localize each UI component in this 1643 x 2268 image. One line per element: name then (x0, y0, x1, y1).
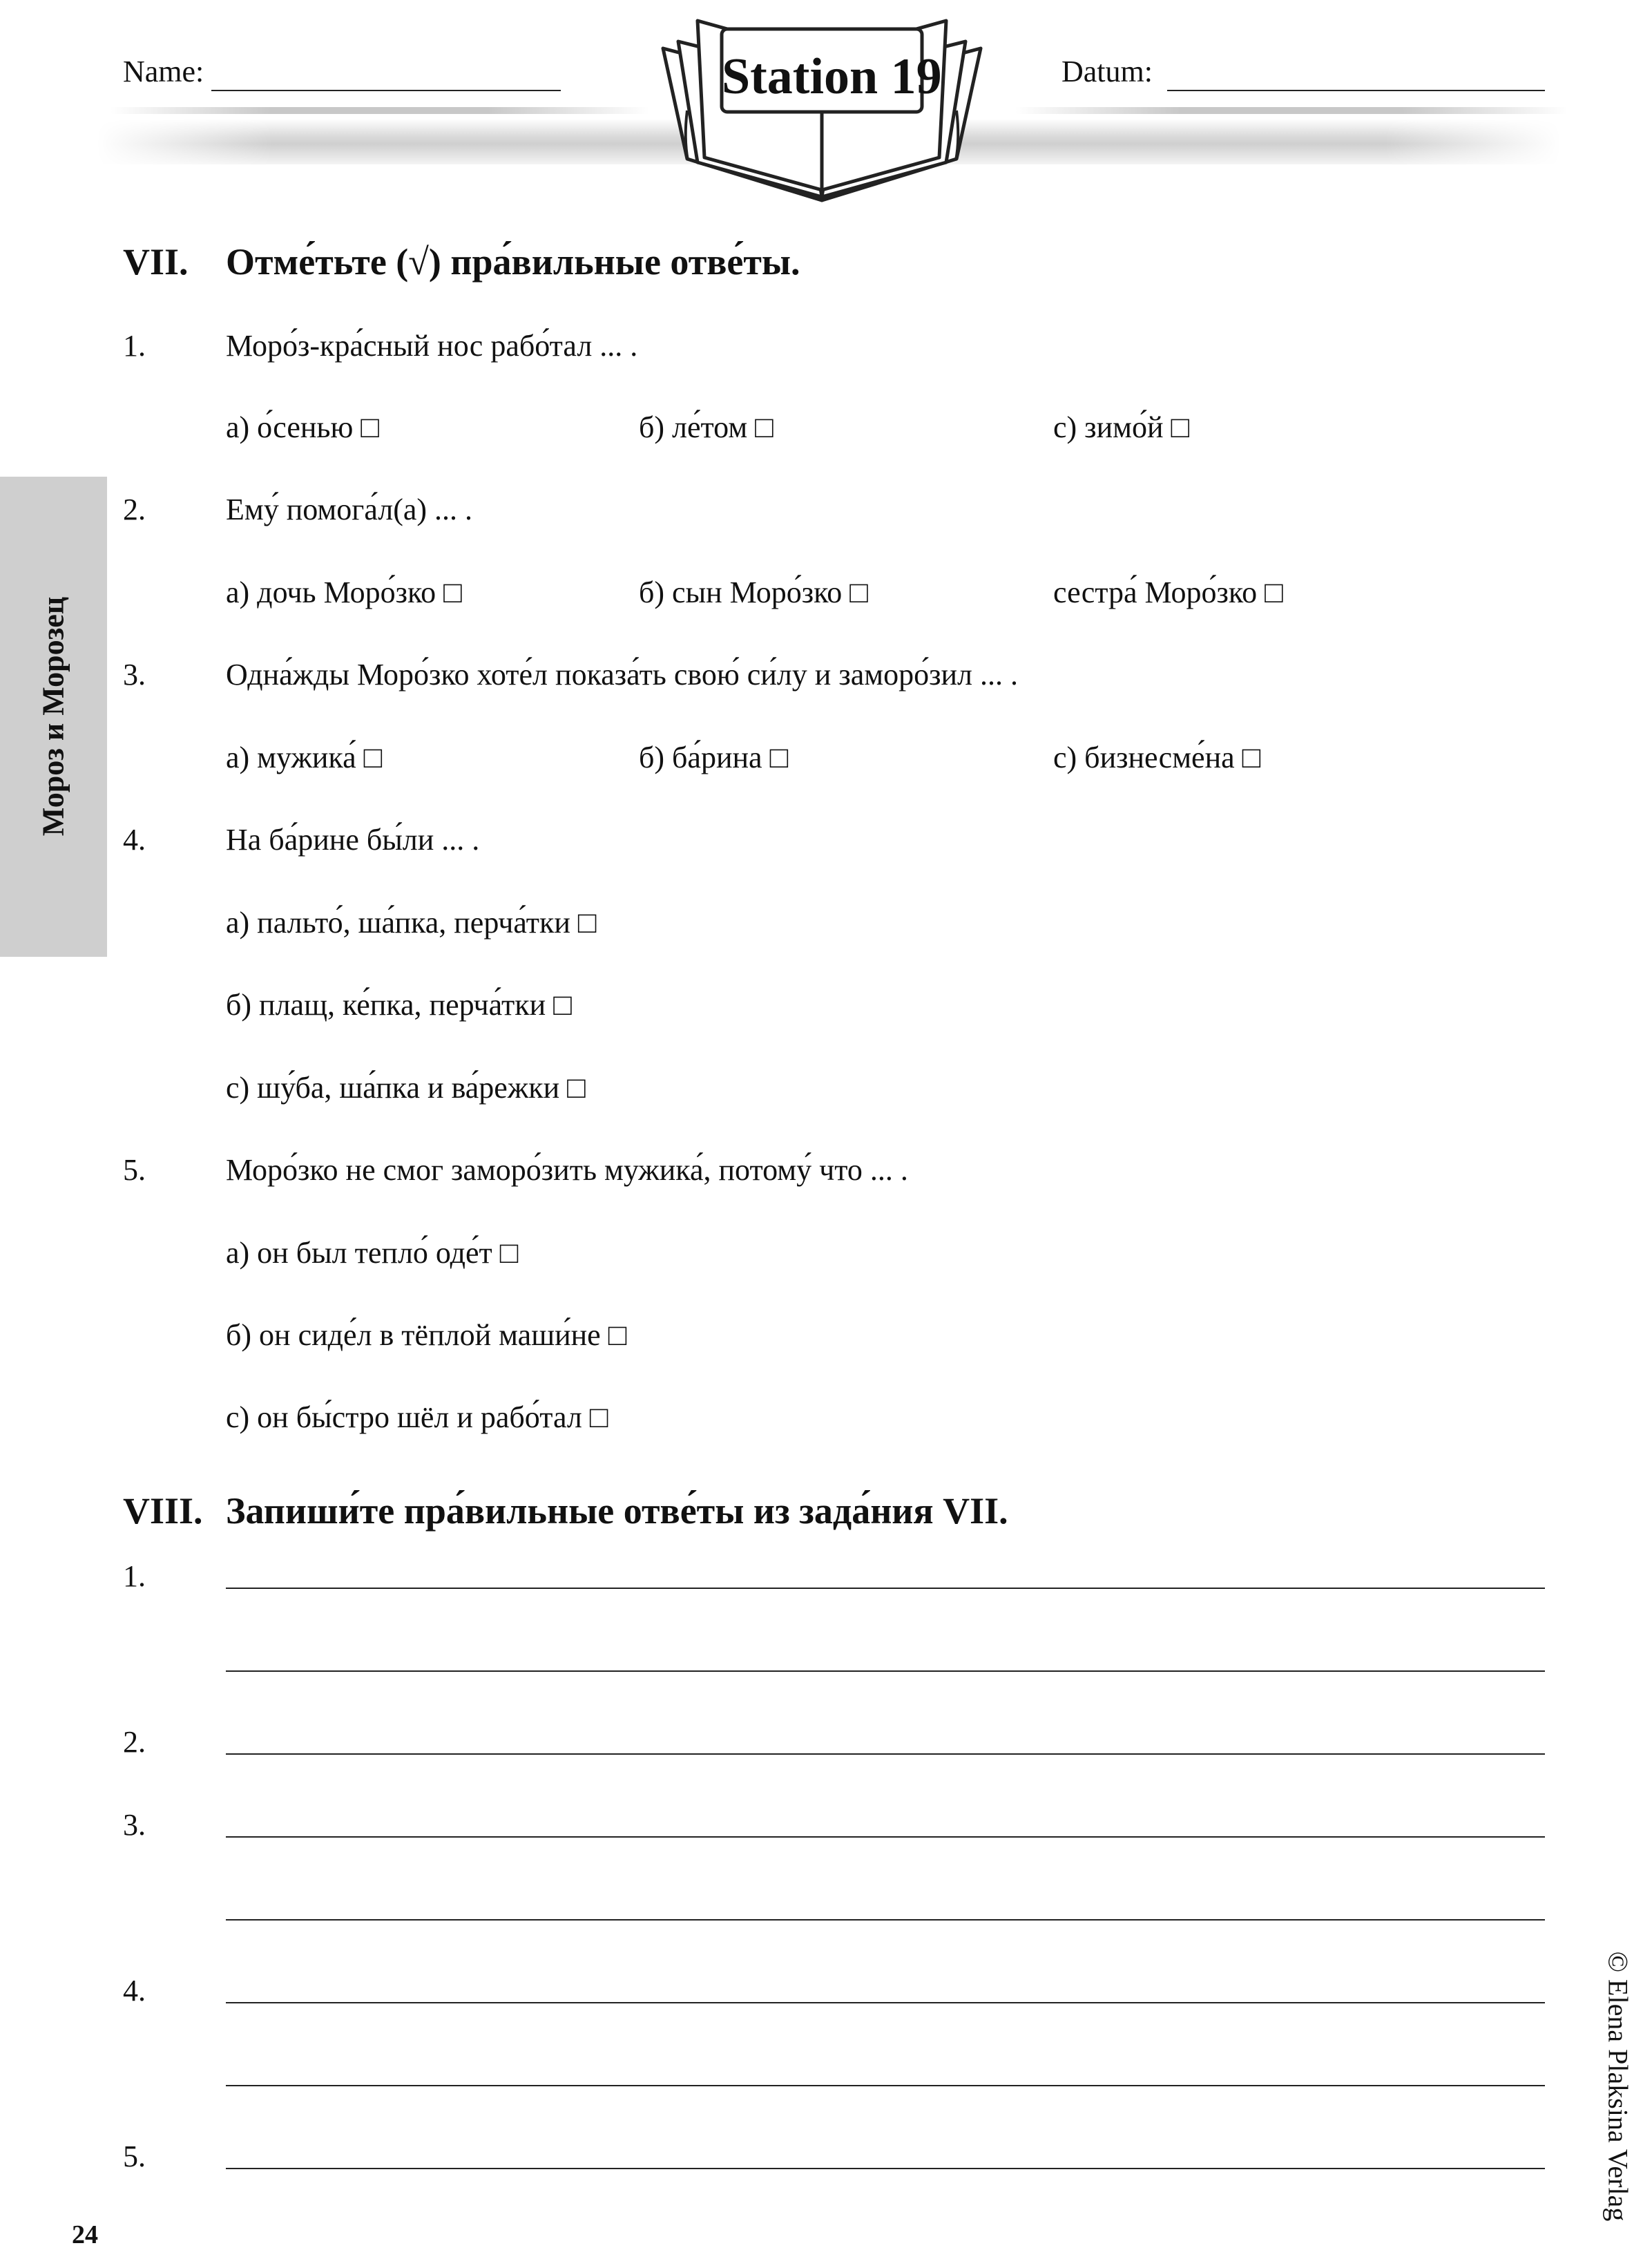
question-text: Моро́зко не смог заморо́зить мужика́, потому́ что ... . (226, 1153, 908, 1187)
answer-line[interactable] (226, 1670, 1545, 1672)
question-number: 5. (123, 1153, 146, 1187)
answer-option[interactable]: б) ба́рина □ (639, 741, 789, 774)
section-7-number: VII. (123, 241, 189, 283)
question-number: 4. (123, 823, 146, 857)
date-field[interactable] (1167, 90, 1545, 91)
section-8-number: VIII. (123, 1490, 203, 1532)
answer-option[interactable]: с) он бы́стро шёл и рабо́тал □ (226, 1400, 608, 1434)
name-label: Name: (123, 55, 204, 88)
answer-option[interactable]: б) ле́том □ (639, 410, 774, 444)
station-title: Station 19 (722, 48, 942, 105)
question-text: Моро́з-кра́сный нос рабо́тал ... . (226, 329, 638, 363)
question-number: 3. (123, 658, 146, 692)
answer-line[interactable] (226, 1919, 1545, 1921)
question-text: На ба́рине бы́ли ... . (226, 823, 480, 857)
answer-option[interactable]: а) дочь Моро́зко □ (226, 575, 462, 609)
answer-option[interactable]: б) он сиде́л в тёплой маши́не □ (226, 1318, 627, 1352)
header-rule-right (1015, 107, 1568, 114)
answer-option[interactable]: сестра́ Моро́зко □ (1053, 575, 1283, 609)
answer-option[interactable]: б) сын Моро́зко □ (639, 575, 868, 609)
answer-line[interactable] (226, 2085, 1545, 2086)
question-text: Одна́жды Моро́зко хоте́л показа́ть свою́ си́лу и заморо́зил ... . (226, 658, 1018, 692)
answer-number: 4. (123, 1974, 146, 2008)
answer-option[interactable]: а) о́сенью □ (226, 410, 379, 444)
page-number: 24 (72, 2220, 98, 2249)
answer-option[interactable]: с) бизнесме́на □ (1053, 741, 1261, 774)
answer-option[interactable]: а) он был тепло́ оде́т □ (226, 1236, 519, 1270)
question-number: 2. (123, 493, 146, 526)
answer-number: 3. (123, 1808, 146, 1842)
question-text: Ему́ помога́л(а) ... . (226, 493, 473, 526)
section-8-title: Запиши́те пра́вильные отве́ты из зада́ния VII. (226, 1490, 1008, 1532)
answer-line[interactable] (226, 1588, 1545, 1589)
copyright-notice: © Elena Plaksina Verlag (1602, 1951, 1634, 2222)
header-rule-left (111, 107, 649, 114)
question-number: 1. (123, 329, 146, 363)
answer-line[interactable] (226, 1753, 1545, 1755)
answer-option[interactable]: а) пальто́, ша́пка, перча́тки □ (226, 906, 597, 940)
section-7-title: Отме́тьте (√) пра́вильные отве́ты. (226, 241, 800, 283)
answer-number: 5. (123, 2140, 146, 2173)
answer-option[interactable]: с) шу́ба, ша́пка и ва́режки □ (226, 1071, 586, 1105)
name-field[interactable] (211, 90, 561, 91)
answer-option[interactable]: а) мужика́ □ (226, 741, 383, 774)
answer-option[interactable]: с) зимо́й □ (1053, 410, 1190, 444)
book-icon (622, 0, 1022, 214)
answer-line[interactable] (226, 2168, 1545, 2169)
answer-number: 1. (123, 1559, 146, 1593)
date-label: Datum: (1061, 55, 1153, 88)
answer-line[interactable] (226, 1836, 1545, 1838)
answer-line[interactable] (226, 2002, 1545, 2003)
side-tab-label: Мороз и Морозец (36, 596, 70, 837)
answer-number: 2. (123, 1725, 146, 1759)
answer-option[interactable]: б) плащ, ке́пка, перча́тки □ (226, 988, 572, 1022)
